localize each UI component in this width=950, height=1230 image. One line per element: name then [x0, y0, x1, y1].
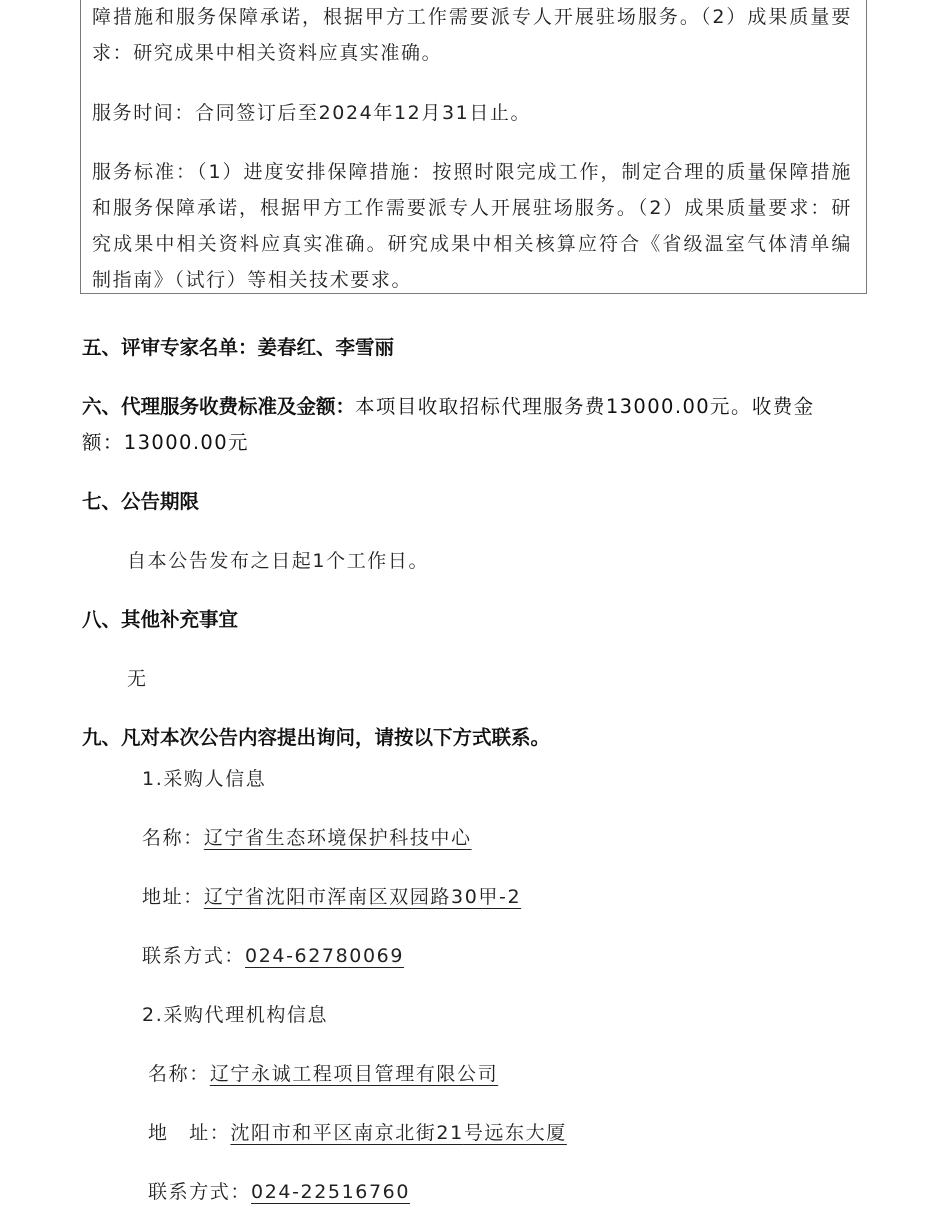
agency-name-label: 名称： [148, 1063, 210, 1085]
purchaser-name-value: 辽宁省生态环境保护科技中心 [203, 827, 472, 849]
purchaser-address-part2: 30 [451, 886, 479, 908]
agency-heading: 2.采购代理机构信息 [142, 1004, 329, 1026]
agency-address [148, 1115, 567, 1151]
purchaser-address-part4: -2 [499, 886, 522, 908]
purchaser-address [142, 879, 521, 915]
section-5-value: 姜春红、李雪丽 [257, 336, 395, 359]
section-7-title: 七、公告期限 [82, 490, 200, 513]
service-time-label: 服务时间： [92, 102, 196, 124]
agency-contact-value: 024-22516760 [251, 1181, 411, 1203]
agency-address-label: 地 址： [148, 1122, 231, 1144]
purchaser-address-part3: 甲 [478, 886, 500, 908]
purchaser-name-label: 名称： [142, 827, 204, 849]
agency-address-part1: 沈阳市和平区南京北街 [230, 1122, 437, 1144]
agency-contact [148, 1174, 410, 1210]
section-5-title: 五、评审专家名单： [82, 336, 258, 359]
section-6-title: 六、代理服务收费标准及金额： [82, 395, 356, 418]
agency-name [148, 1056, 498, 1092]
purchaser-address-label: 地址： [142, 886, 204, 908]
service-time [92, 95, 852, 131]
purchaser-name [142, 820, 472, 856]
section-5-experts [82, 330, 852, 366]
service-time-value: 合同签订后至2024年12月31日止。 [195, 102, 532, 124]
section-9-title: 九、凡对本次公告内容提出询问，请按以下方式联系。 [82, 726, 551, 749]
agency-address-part2: 21 [436, 1122, 464, 1144]
agency-address-part3: 号远东大厦 [463, 1122, 567, 1144]
section-8-title: 八、其他补充事宜 [82, 608, 239, 631]
purchaser-contact-value: 024-62780069 [245, 945, 405, 967]
service-standard-label: 服务标准： [92, 161, 197, 183]
purchaser-contact-label: 联系方式： [142, 945, 246, 967]
service-standard [92, 154, 852, 298]
service-standard-value: （1）进度安排保障措施：按照时限完成工作，制定合理的质量保障措施和服务保障承诺，根据甲方工作需要派专人开展驻场服务。（2）成果质量要求：研究成果中相关资料应真实准确。研究成果中相关核算应符合《省级温室气体清单编制指南》（试行）等相关技术要求。 [92, 161, 852, 291]
service-paragraph-continued: 障措施和服务保障承诺，根据甲方工作需要派专人开展驻场服务。（2）成果质量要求：研究成果中相关资料应真实准确。 [92, 6, 852, 64]
section-6-value: 本项目收取招标代理服务费13000.00元。收费金额：13000.00元 [82, 395, 815, 454]
agency-name-value: 辽宁永诚工程项目管理有限公司 [209, 1063, 499, 1085]
section-8-body: 无 [127, 668, 148, 690]
agency-contact-label: 联系方式： [148, 1181, 252, 1203]
purchaser-address-part1: 辽宁省沈阳市浑南区双园路 [203, 886, 452, 908]
section-6-fees [82, 389, 852, 461]
purchaser-heading: 1.采购人信息 [142, 768, 267, 790]
purchaser-contact [142, 938, 404, 974]
section-7-body: 自本公告发布之日起1个工作日。 [127, 550, 430, 572]
